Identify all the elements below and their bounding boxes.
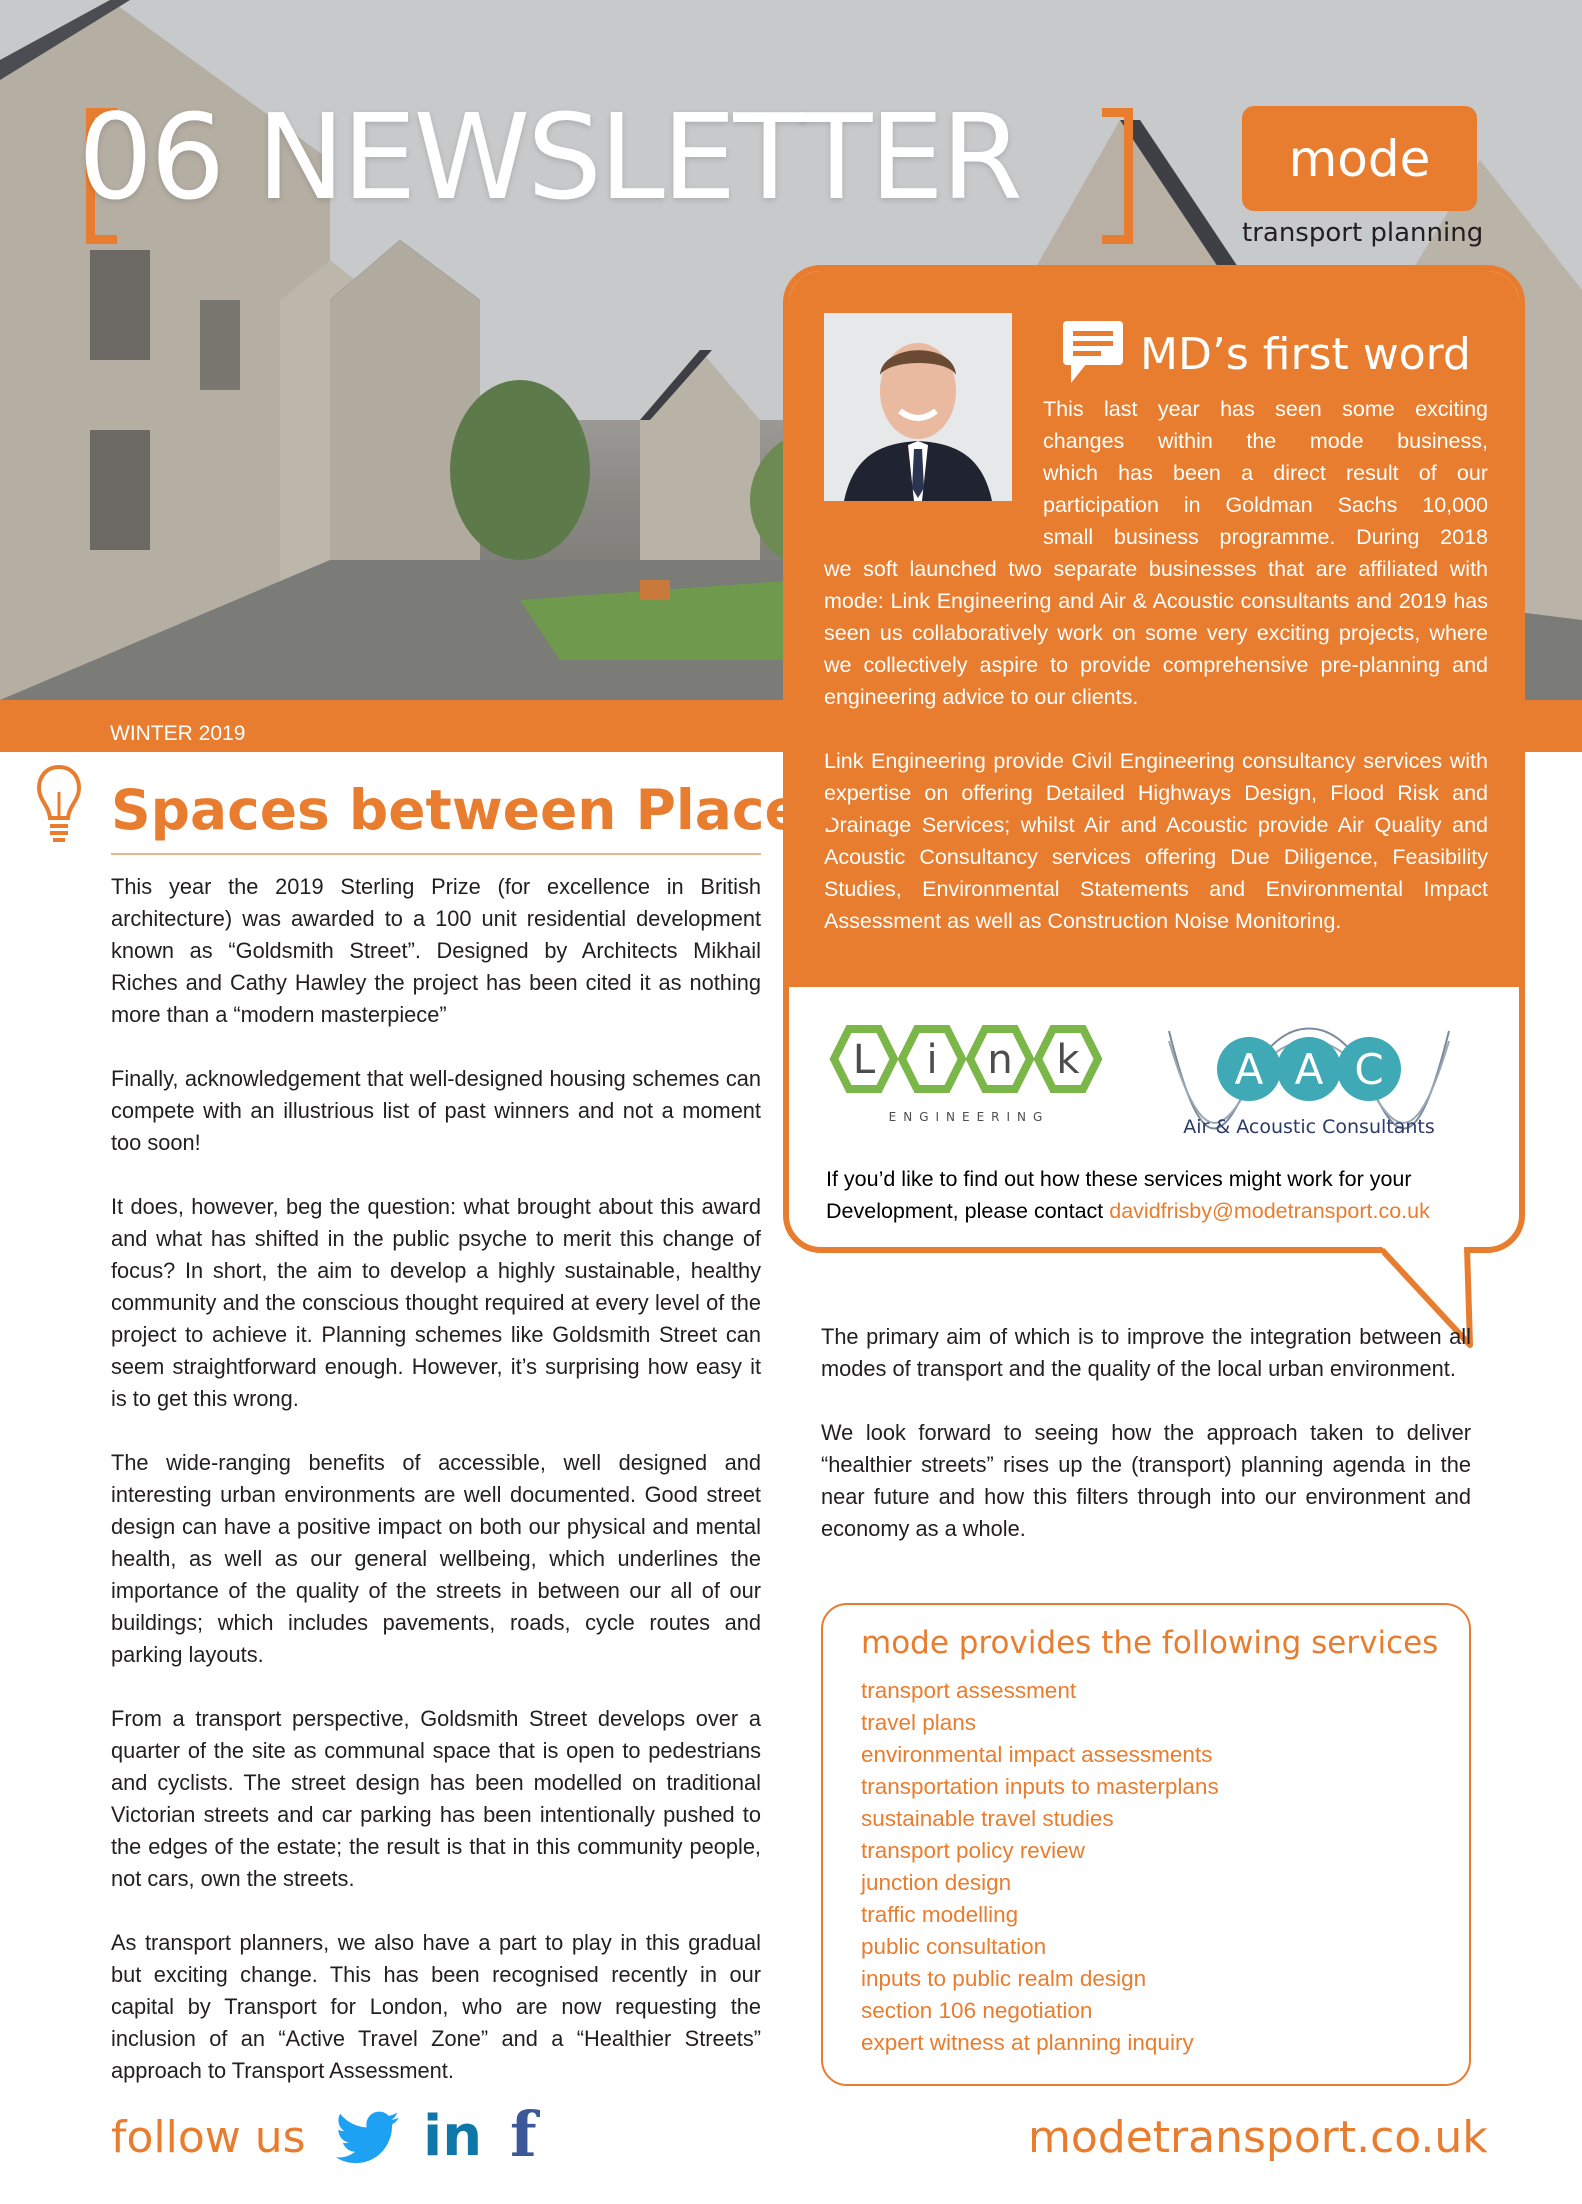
twitter-icon[interactable] [336, 2110, 400, 2166]
md-first-word-box [783, 265, 1525, 1253]
article-paragraph: The primary aim of which is to improve the integration between all modes of transport and the quality of the local urban environment. [821, 1324, 1471, 1381]
facebook-icon[interactable]: f [510, 2098, 537, 2171]
article-heading: Spaces between Places [111, 778, 835, 842]
aac-letter-c: C [1354, 1045, 1384, 1094]
link-letter-i: i [926, 1037, 938, 1083]
service-item: transport assessment [861, 1678, 1077, 1703]
link-engineering-logo [819, 1021, 1159, 1161]
article-paragraph: Finally, acknowledgement that well-designed housing schemes can compete with an illustrious list of past winners and not a moment too soon! [111, 1066, 761, 1155]
article-paragraph: It does, however, beg the question: what brought about this award and what has shifted in the public psyche to merit this change of focus? In short, the aim to develop a highly sustainable, healthy community and the conscious thought required at every level of the project to achieve it. Planning schemes like Goldsmith Street can seem straightforward enough. However, it’s surprising how easy it is to get this wrong. [111, 1194, 761, 1411]
aac-letter-a2: A [1294, 1045, 1324, 1094]
md-portrait [824, 313, 1012, 501]
md-line-2: changes within the mode business, [1043, 429, 1488, 453]
portrait-illustration [824, 313, 1012, 501]
service-item: expert witness at planning inquiry [861, 2030, 1194, 2055]
speech-bubble-icon [1061, 319, 1125, 385]
newsletter-title [78, 88, 1020, 226]
link-letter-k: k [1056, 1037, 1080, 1083]
service-item: traffic modelling [861, 1902, 1019, 1927]
md-line-3: which has been a direct result of our [1043, 461, 1488, 485]
mode-logo [1242, 106, 1477, 211]
aac-letter-a1: A [1234, 1045, 1264, 1094]
md-intro-lines [1043, 393, 1488, 553]
md-paragraph-2: Link Engineering provide Civil Engineering consultancy services with expertise on offering Detailed Highways Design, Flood Risk and Drainage Services; whilst Air and Acoustic provide Air Quality and Acoustic Consultancy services offering Due Diligence, Feasibility Studies, Environmental Statements and Environmental Impact Assessment as well as Construction Noise Monitoring. [824, 749, 1488, 933]
article-paragraph: As transport planners, we also have a part to play in this gradual but exciting change. This has been recognised recently in our capital by Transport for London, who are now requesting the inclusion of an “Active Travel Zone” and a “Healthier Streets” approach to Transport Assessment. [111, 1930, 761, 2083]
service-item: section 106 negotiation [861, 1998, 1093, 2023]
md-line-1: This last year has seen some exciting [1043, 397, 1488, 421]
service-item: transportation inputs to masterplans [861, 1774, 1219, 1799]
service-item: sustainable travel studies [861, 1806, 1114, 1831]
article-left-column [111, 871, 761, 2119]
contact-line-2 [826, 1195, 1506, 1227]
article-right-column [821, 1321, 1471, 1577]
linkedin-icon[interactable]: in [423, 2104, 483, 2169]
aac-subtitle: Air & Acoustic Consultants [1183, 1116, 1435, 1138]
follow-us-label: follow us [111, 2112, 306, 2163]
services-box [821, 1603, 1471, 2086]
service-item: inputs to public realm design [861, 1966, 1147, 1991]
service-item: travel plans [861, 1710, 977, 1735]
issue-number: 06 [78, 88, 223, 226]
services-list [861, 1675, 1219, 2059]
title-text: NEWSLETTER [256, 88, 1021, 226]
service-item: junction design [861, 1870, 1012, 1895]
service-item: transport policy review [861, 1838, 1085, 1863]
contact-text [826, 1163, 1506, 1227]
lightbulb-icon [35, 762, 83, 848]
link-letter-l: L [852, 1037, 876, 1083]
article-paragraph: We look forward to seeing how the approach taken to deliver “healthier streets” rises up the (transport) planning agenda in the near future and how this filters through into our environment and economy as a whole. [821, 1420, 1471, 1541]
season-label: WINTER 2019 [110, 722, 246, 745]
contact-line-1: If you’d like to find out how these services might work for your [826, 1167, 1412, 1191]
heading-divider [111, 853, 761, 855]
md-line-5: small business programme. During 2018 [1043, 525, 1488, 549]
link-subtitle: ENGINEERING [888, 1110, 1050, 1124]
website-link[interactable]: modetransport.co.uk [1028, 2112, 1488, 2163]
md-line-4: participation in Goldman Sachs 10,000 [1043, 493, 1488, 517]
article-paragraph: The wide-ranging benefits of accessible, well designed and interesting urban environments are well documented. Good street design can have a positive impact on both our physical and mental health, as well as our general wellbeing, which underlines the importance of the quality of the streets in between our all of our buildings; which includes pavements, roads, cycle routes and parking layouts. [111, 1450, 761, 1667]
title-bracket-right [1102, 108, 1133, 244]
md-heading: MD’s first word [1140, 329, 1471, 380]
md-paragraph-1-rest: we soft launched two separate businesses that are affiliated with mode: Link Engineering and Air & Acoustic consultants and 2019 has seen us collaboratively work on some very exciting projects, where we collectively aspire to provide comprehensive pre-planning and engineering advice to our clients. [824, 557, 1488, 709]
contact-email-link[interactable]: davidfrisby@modetransport.co.uk [1109, 1199, 1430, 1223]
service-item: environmental impact assessments [861, 1742, 1213, 1767]
article-paragraph: This year the 2019 Sterling Prize (for excellence in British architecture) was awarded to a 100 unit residential development known as “Goldsmith Street”. Designed by Architects Mikhail Riches and Cathy Hawley the project has been cited it as nothing more than a “modern masterpiece” [111, 874, 761, 1027]
brand-name: mode [1288, 129, 1431, 188]
article-paragraph: From a transport perspective, Goldsmith Street develops over a quarter of the site as communal space that is open to pedestrians and cyclists. The street design has been modelled on traditional Victorian streets and car parking has been intentionally pushed to the edges of the estate; the result is that in this community people, not cars, own the streets. [111, 1706, 761, 1891]
partner-logos [789, 991, 1519, 1191]
brand-tagline: transport planning [1242, 218, 1484, 248]
link-letter-n: n [987, 1037, 1013, 1083]
aac-logo [1159, 1021, 1459, 1161]
contact-prefix: Development, please contact [826, 1199, 1110, 1223]
services-heading: mode provides the following services [861, 1625, 1439, 1661]
service-item: public consultation [861, 1934, 1047, 1959]
